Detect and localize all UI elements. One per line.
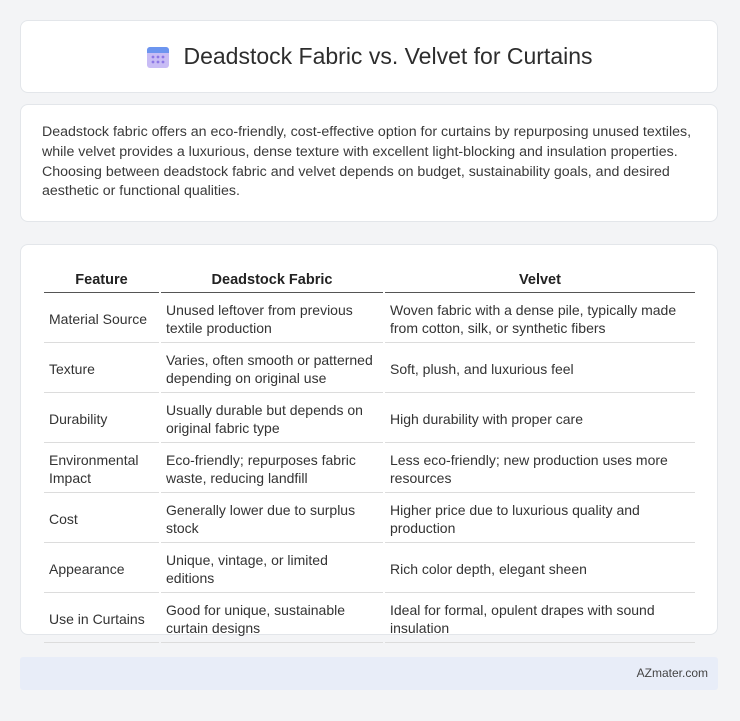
velvet-cell: Higher price due to luxurious quality and production [385,495,695,543]
deadstock-cell: Varies, often smooth or patterned depending on original use [161,345,383,393]
table-header-row [44,267,695,293]
velvet-cell: Woven fabric with a dense pile, typically made from cotton, silk, or synthetic fibers [385,295,695,343]
feature-cell: Texture [44,345,159,393]
deadstock-cell: Good for unique, sustainable curtain designs [161,595,383,643]
table-row [44,445,695,493]
footer-brand[interactable]: AZmater.com [636,666,708,680]
header-feature: Feature [44,267,159,293]
deadstock-cell: Unique, vintage, or limited editions [161,545,383,593]
velvet-cell: Less eco-friendly; new production uses more resources [385,445,695,493]
comparison-table [42,265,697,645]
velvet-cell: Ideal for formal, opulent drapes with sound insulation [385,595,695,643]
feature-cell: Appearance [44,545,159,593]
footer-bar [20,657,718,690]
feature-cell: Cost [44,495,159,543]
table-row [44,345,695,393]
title-card [20,20,718,93]
table-row [44,545,695,593]
deadstock-cell: Eco-friendly; repurposes fabric waste, reducing landfill [161,445,383,493]
feature-cell: Material Source [44,295,159,343]
deadstock-cell: Generally lower due to surplus stock [161,495,383,543]
page-title: Deadstock Fabric vs. Velvet for Curtains [183,43,593,69]
calendar-icon [145,44,171,70]
intro-text: Deadstock fabric offers an eco-friendly, cost-effective option for curtains by repurposing unused textiles, while velvet provides a luxurious, dense texture with excellent light-blocking and insulation properties. Choosing between deadstock fabric and velvet depends on budget, sustainability goals, and desired aesthetic or functional qualities. [42,124,692,200]
comparison-card [20,244,718,635]
header-deadstock: Deadstock Fabric [161,267,383,293]
table-row [44,595,695,643]
table-row [44,495,695,543]
header-velvet: Velvet [385,267,695,293]
velvet-cell: Soft, plush, and luxurious feel [385,345,695,393]
table-row [44,395,695,443]
velvet-cell: Rich color depth, elegant sheen [385,545,695,593]
feature-cell: Durability [44,395,159,443]
deadstock-cell: Usually durable but depends on original fabric type [161,395,383,443]
feature-cell: Environmental Impact [44,445,159,493]
deadstock-cell: Unused leftover from previous textile production [161,295,383,343]
velvet-cell: High durability with proper care [385,395,695,443]
table-row [44,295,695,343]
feature-cell: Use in Curtains [44,595,159,643]
intro-card [20,104,718,222]
